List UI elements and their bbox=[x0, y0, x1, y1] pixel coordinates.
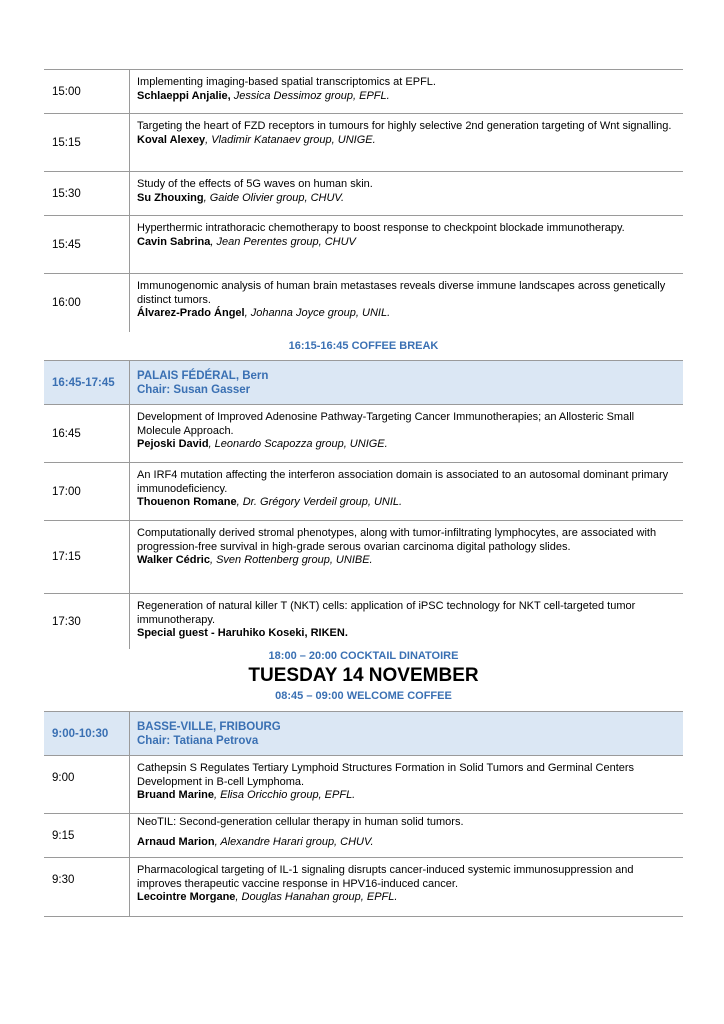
session-info bbox=[130, 712, 683, 755]
talk-content bbox=[130, 594, 683, 649]
session-info bbox=[130, 361, 683, 404]
talk-content bbox=[130, 172, 683, 215]
talk-author: Bruand Marine bbox=[137, 789, 215, 802]
talk-row bbox=[44, 521, 683, 594]
talk-title: Computationally derived stromal phenotypes, along with tumor-infiltrating lymphocytes, are associated with progression-free survival in high-grade serous ovarian carcinoma digital pathology slides. bbox=[137, 527, 657, 553]
talk-time: 9:15 bbox=[44, 814, 130, 857]
talk-content bbox=[130, 216, 683, 273]
talk-content bbox=[130, 756, 683, 813]
day-heading: TUESDAY 14 NOVEMBER bbox=[248, 665, 479, 686]
talk-row bbox=[44, 216, 683, 274]
talk-time: 16:45 bbox=[44, 405, 130, 462]
talk-content bbox=[130, 858, 683, 916]
talk-group: Jessica Dessimoz group, EPFL. bbox=[230, 89, 390, 102]
cocktail-break: 18:00 – 20:00 COCKTAIL DINATOIRE bbox=[268, 650, 459, 662]
talk-author: Schlaeppi Anjalie, bbox=[137, 89, 231, 102]
talk-row bbox=[44, 274, 683, 332]
talk-author: Special guest - Haruhiko Koseki, RIKEN bbox=[137, 627, 345, 640]
talk-row bbox=[44, 858, 683, 917]
talk-time: 17:00 bbox=[44, 463, 130, 520]
talk-row bbox=[44, 172, 683, 216]
talk-time: 17:30 bbox=[44, 594, 130, 649]
talk-title: Cathepsin S Regulates Tertiary Lymphoid Structures Formation in Solid Tumors and Germinal Centers Development in B-cell Lymphoma. bbox=[137, 762, 635, 788]
talk-time: 15:00 bbox=[44, 70, 130, 113]
talk-group: , Douglas Hanahan group, EPFL. bbox=[235, 891, 398, 904]
talk-time: 9:30 bbox=[44, 858, 130, 916]
session-chair: Chair: Susan Gasser bbox=[137, 384, 251, 396]
talk-content bbox=[130, 114, 683, 171]
talk-group: , Jean Perentes group, CHUV bbox=[210, 235, 356, 248]
session-time: 9:00-10:30 bbox=[44, 712, 130, 755]
welcome-coffee: 08:45 – 09:00 WELCOME COFFEE bbox=[275, 690, 452, 702]
talk-time: 16:00 bbox=[44, 274, 130, 332]
talk-title: An IRF4 mutation affecting the interferon association domain is associated to an autosomal dominant primary immunodeficiency. bbox=[137, 469, 669, 495]
talk-title: Implementing imaging-based spatial transcriptomics at EPFL. bbox=[137, 76, 436, 88]
talk-group: , Leonardo Scapozza group, UNIGE. bbox=[208, 438, 388, 451]
talk-content bbox=[130, 274, 683, 332]
talk-row bbox=[44, 405, 683, 463]
talk-row bbox=[44, 114, 683, 172]
talk-title: Pharmacological targeting of IL-1 signaling disrupts cancer-induced systemic immunosuppression and improves therapeutic vaccine response in HPV16-induced cancer. bbox=[137, 864, 634, 890]
talk-author: Arnaud Marion bbox=[137, 835, 215, 848]
talk-title: Study of the effects of 5G waves on human skin. bbox=[137, 178, 373, 190]
talk-author: Thouenon Romane bbox=[137, 496, 237, 509]
talk-row bbox=[44, 594, 683, 649]
talk-group: , Johanna Joyce group, UNIL. bbox=[244, 307, 391, 320]
talk-author: Cavin Sabrina bbox=[137, 235, 211, 248]
program-page bbox=[44, 69, 683, 917]
talk-content bbox=[130, 70, 683, 113]
talk-group: , Elisa Oricchio group, EPFL. bbox=[214, 789, 356, 802]
talk-time: 15:15 bbox=[44, 114, 130, 171]
talk-content bbox=[130, 405, 683, 462]
session-palais-federal bbox=[44, 360, 683, 649]
talk-title: Immunogenomic analysis of human brain metastases reveals diverse immune landscapes across genetically distinct tumors. bbox=[137, 280, 666, 306]
talk-title: Regeneration of natural killer T (NKT) cells: application of iPSC technology for NKT cell-targeted tumor immunotherapy. bbox=[137, 600, 636, 626]
talk-title: NeoTIL: Second-generation cellular therapy in human solid tumors. bbox=[137, 816, 464, 828]
talk-time: 15:45 bbox=[44, 216, 130, 273]
session-name: BASSE-VILLE, FRIBOURG bbox=[137, 721, 281, 733]
talk-time: 15:30 bbox=[44, 172, 130, 215]
talk-title: Targeting the heart of FZD receptors in tumours for highly selective 2nd generation targeting of Wnt signalling. bbox=[137, 120, 672, 132]
talk-row bbox=[44, 814, 683, 858]
talk-author: Koval Alexey bbox=[137, 133, 206, 146]
talk-row bbox=[44, 756, 683, 814]
session-chair: Chair: Tatiana Petrova bbox=[137, 735, 259, 747]
talk-content bbox=[130, 814, 683, 857]
talk-block-afternoon bbox=[44, 69, 683, 332]
talk-group: , Gaide Olivier group, CHUV. bbox=[203, 191, 345, 204]
talk-author: Walker Cédric bbox=[137, 554, 210, 567]
coffee-break: 16:15-16:45 COFFEE BREAK bbox=[288, 340, 439, 352]
talk-time: 9:00 bbox=[44, 756, 130, 813]
session-header bbox=[44, 712, 683, 756]
talk-row bbox=[44, 70, 683, 114]
talk-author: Álvarez-Prado Ángel bbox=[137, 307, 245, 320]
talk-row bbox=[44, 463, 683, 521]
talk-author: Lecointre Morgane bbox=[137, 891, 236, 904]
talk-group: , Vladimir Katanaev group, UNIGE. bbox=[205, 133, 376, 146]
talk-group: , Sven Rottenberg group, UNIBE. bbox=[209, 554, 373, 567]
session-basse-ville bbox=[44, 711, 683, 917]
talk-author: Pejoski David bbox=[137, 438, 209, 451]
session-time: 16:45-17:45 bbox=[44, 361, 130, 404]
talk-time: 17:15 bbox=[44, 521, 130, 593]
talk-group: , Dr. Grégory Verdeil group, UNIL. bbox=[236, 496, 403, 509]
session-name: PALAIS FÉDÉRAL, Bern bbox=[137, 370, 269, 382]
talk-group: . bbox=[344, 627, 348, 640]
talk-title: Development of Improved Adenosine Pathway-Targeting Cancer Immunotherapies; an Allosteric Small Molecule Approach. bbox=[137, 411, 635, 437]
talk-content bbox=[130, 463, 683, 520]
talk-content bbox=[130, 521, 683, 593]
talk-group: , Alexandre Harari group, CHUV. bbox=[214, 835, 374, 848]
session-header bbox=[44, 361, 683, 405]
talk-author: Su Zhouxing bbox=[137, 191, 204, 204]
talk-title: Hyperthermic intrathoracic chemotherapy to boost response to checkpoint blockade immunotherapy. bbox=[137, 222, 625, 234]
